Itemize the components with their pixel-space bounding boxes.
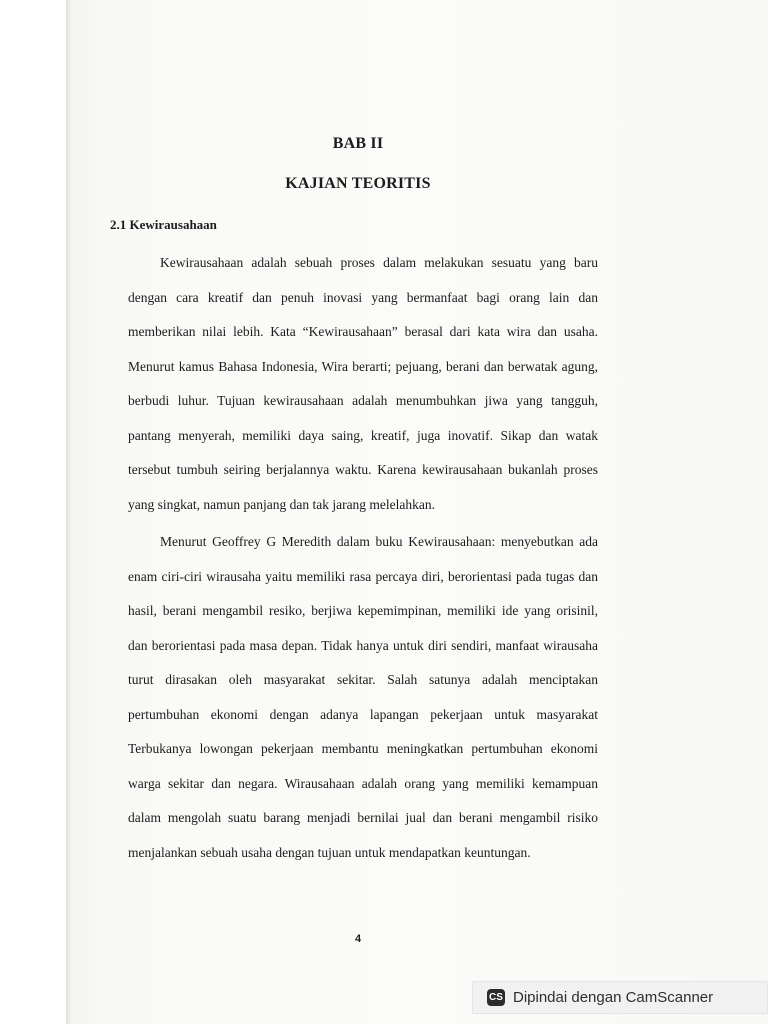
chapter-number: BAB II xyxy=(332,135,384,152)
camscanner-label: Dipindai dengan CamScanner xyxy=(513,989,714,1006)
section-heading: 2.1 Kewirausahaan xyxy=(110,217,217,232)
page-number: 4 xyxy=(354,933,362,945)
page-edge-shadow xyxy=(66,0,72,1024)
camscanner-watermark xyxy=(472,981,768,1014)
chapter-title: KAJIAN TEORITIS xyxy=(285,175,431,192)
camscanner-logo-icon: CS xyxy=(487,989,505,1006)
document-page xyxy=(108,0,608,1024)
paragraph-2: Menurut Geoffrey G Meredith dalam buku Kewirausahaan: menyebutkan ada enam ciri-ciri wirausaha yaitu memiliki rasa percaya diri, berorientasi pada tugas dan hasil, berani mengambil resiko, berjiwa kepemimpinan, memiliki ide yang orisinil, dan berorientasi pada masa depan. Tidak hanya untuk diri sendiri, manfaat wirausaha turut dirasakan oleh masyarakat sekitar. Salah satunya adalah menciptakan pertumbuhan ekonomi dengan adanya lapangan pekerjaan untuk masyarakat Terbukanya lowongan pekerjaan membantu meningkatkan pertumbuhan ekonomi warga sekitar dan negara. Wirausahaan adalah orang yang memiliki kemampuan dalam mengolah suatu barang menjadi bernilai jual dan berani mengambil risiko menjalankan sebuah usaha dengan tujuan untuk mendapatkan keuntungan. xyxy=(128,534,598,860)
paragraph-1: Kewirausahaan adalah sebuah proses dalam melakukan sesuatu yang baru dengan cara kreatif dan penuh inovasi yang bermanfaat bagi orang lain dan memberikan nilai lebih. Kata “Kewirausahaan” berasal dari kata wira dan usaha. Menurut kamus Bahasa Indonesia, Wira berarti; pejuang, berani dan berwatak agung, berbudi luhur. Tujuan kewirausahaan adalah menumbuhkan jiwa yang tangguh, pantang menyerah, memiliki daya saing, kreatif, juga inovatif. Sikap dan watak tersebut tumbuh seiring berjalannya waktu. Karena kewirausahaan bukanlah proses yang singkat, namun panjang dan tak jarang melelahkan. xyxy=(128,255,598,512)
